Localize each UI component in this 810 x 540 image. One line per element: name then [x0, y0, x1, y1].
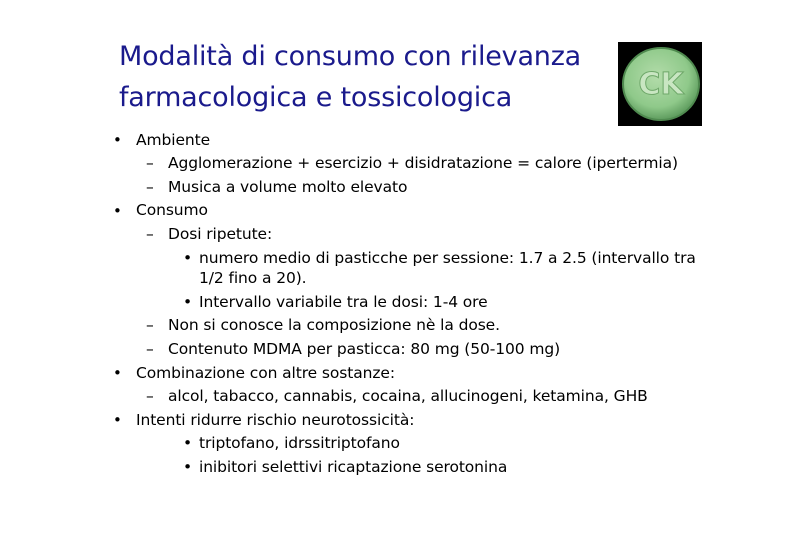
dash-marker: – [146, 154, 154, 172]
bullet-combinazione: Combinazione con altre sostanze: [136, 364, 395, 382]
sub-sub-item-numero-medio: numero medio di pasticche per sessione: 1.7 a 2.5 (intervallo tra [199, 249, 696, 267]
title-line-1: Modalità di consumo con rilevanza [119, 41, 582, 72]
dash-marker: – [146, 225, 154, 243]
sub-item-contenuto-mdma: Contenuto MDMA per pasticca: 80 mg (50-100 mg) [168, 340, 561, 358]
sub-item-sostanze: alcol, tabacco, cannabis, cocaina, allucinogeni, ketamina, GHB [168, 387, 648, 405]
bullet-intenti: Intenti ridurre rischio neurotossicità: [136, 411, 415, 429]
sub-bullet-marker: • [183, 434, 193, 452]
dash-marker: – [146, 387, 154, 405]
pill-image [618, 42, 702, 126]
pill-logo-text: CK [638, 67, 684, 102]
sub-bullet-marker: • [183, 249, 193, 267]
sub-bullet-marker: • [183, 458, 193, 476]
title-line-2: farmacologica e tossicologica [119, 82, 513, 113]
sub-bullet-marker: • [183, 293, 193, 311]
sub-item-dosi-ripetute: Dosi ripetute: [168, 225, 273, 243]
bullet-marker: • [113, 131, 122, 149]
sub-item-composizione: Non si conosce la composizione nè la dose. [168, 316, 500, 334]
bullet-ambiente: Ambiente [136, 131, 211, 149]
bullet-marker: • [113, 202, 122, 220]
bullet-marker: • [113, 411, 122, 429]
dash-marker: – [146, 316, 154, 334]
sub-item-inibitori: inibitori selettivi ricaptazione serotonina [199, 458, 508, 476]
bullet-consumo: Consumo [136, 201, 208, 219]
slide-title [119, 36, 619, 118]
pill-logo-icon [618, 42, 702, 126]
dash-marker: – [146, 178, 154, 196]
sub-sub-item-intervallo: Intervallo variabile tra le dosi: 1-4 ore [199, 293, 488, 311]
sub-item-agglomerazione: Agglomerazione + esercizio + disidratazione = calore (ipertermia) [168, 154, 678, 172]
bullet-marker: • [113, 364, 122, 382]
sub-sub-item-numero-medio-cont: 1/2 fino a 20). [199, 269, 307, 287]
sub-item-triptofano: triptofano, idrssitriptofano [199, 434, 400, 452]
sub-item-musica: Musica a volume molto elevato [168, 178, 408, 196]
dash-marker: – [146, 340, 154, 358]
